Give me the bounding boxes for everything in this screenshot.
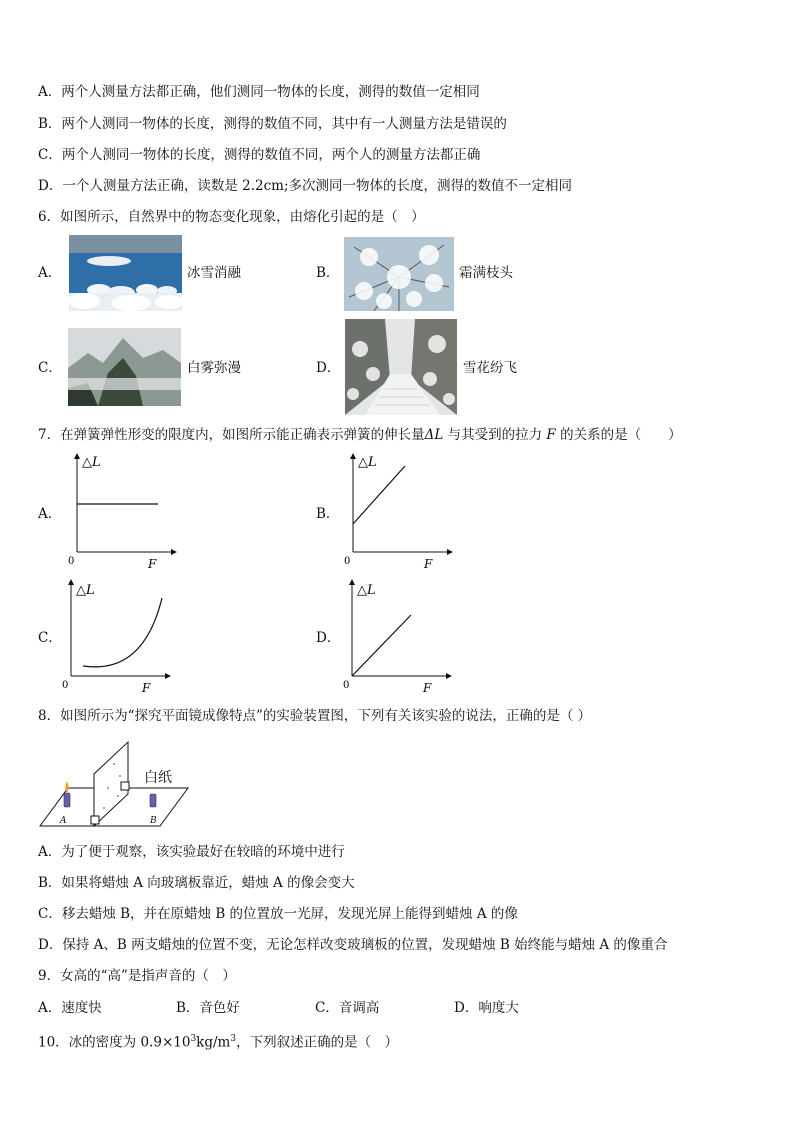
q7-stem-pre: 7．在弹簧弹性形变的限度内，如图所示能正确表示弹簧的伸长量 — [38, 427, 425, 443]
graph-b-y-label: △L — [358, 455, 377, 470]
q7-stem-mid: 与其受到的拉力 — [443, 427, 547, 443]
graph-b-x-label: F — [424, 557, 433, 571]
frost-branch-photo — [344, 237, 454, 311]
graph-c — [56, 578, 176, 698]
q10-exponent-2: 3 — [230, 1034, 237, 1044]
label-candle-b: B — [150, 816, 157, 826]
q5-option-d: D．一个人测量方法正确，读数是 2.2cm;多次测同一物体的长度，测得的数值不一定相同 — [38, 178, 572, 194]
q5-option-a: A．两个人测量方法都正确，他们测同一物体的长度，测得的数值一定相同 — [38, 84, 480, 100]
q6-option-c-caption: 白雾弥漫 — [187, 360, 241, 376]
graph-c-y-label: △L — [76, 583, 95, 598]
q6-option-d-caption: 雪花纷飞 — [463, 360, 517, 376]
graph-b — [338, 452, 458, 574]
graph-d-y-label: △L — [357, 583, 376, 598]
q9-stem: 9．女高的“高”是指声音的（ ） — [38, 968, 236, 984]
snowfall-path-photo — [345, 319, 457, 415]
graph-c-origin: 0 — [62, 680, 69, 691]
q5-option-c: C．两个人测同一物体的长度，测得的数值不同，两个人的测量方法都正确 — [38, 147, 481, 163]
label-candle-a: A — [60, 816, 67, 826]
melting-ice-photo — [69, 235, 182, 311]
graph-d-origin: 0 — [343, 680, 350, 691]
q7-option-c-letter: C． — [38, 630, 62, 646]
q9-option-d: D．响度大 — [454, 1000, 519, 1016]
q6-option-b-caption: 霜满枝头 — [459, 265, 513, 281]
q9-option-b: B．音色好 — [176, 1000, 240, 1016]
q10-stem — [38, 1030, 398, 1052]
q10-stem-pre: 10．冰的密度为 0.9×10 — [38, 1034, 191, 1051]
plane-mirror-apparatus-figure — [38, 738, 198, 830]
q7-option-a-letter: A． — [38, 506, 62, 522]
graph-a-origin: 0 — [68, 556, 75, 567]
mist-mountain-photo — [68, 328, 181, 406]
graph-b-origin: 0 — [344, 556, 351, 567]
graph-b-curve — [353, 466, 405, 524]
q6-option-a-caption: 冰雪消融 — [187, 265, 241, 281]
q7-stem — [38, 426, 682, 444]
q7-option-d-letter: D． — [316, 630, 341, 646]
graph-d — [337, 578, 457, 698]
q8-option-a: A．为了便于观察，该实验最好在较暗的环境中进行 — [38, 844, 345, 860]
q8-option-c: C．移去蜡烛 B，并在原蜡烛 B 的位置放一光屏，发现光屏上能得到蜡烛 A 的像 — [38, 906, 518, 922]
graph-c-x-label: F — [142, 681, 151, 695]
candle-b — [150, 794, 156, 807]
q7-option-b-letter: B． — [316, 506, 340, 522]
q7-stem-delta-l: ΔL — [424, 427, 444, 443]
q8-stem: 8．如图所示为“探究平面镜成像特点”的实验装置图，下列有关该实验的说法，正确的是（ ） — [38, 708, 592, 724]
graph-d-x-label: F — [423, 681, 432, 695]
q6-option-a-letter: A． — [38, 265, 62, 281]
q6-option-b-letter: B． — [316, 265, 340, 281]
plate-stand-bottom — [91, 816, 99, 824]
q10-stem-post: ，下列叙述正确的是（ ） — [236, 1034, 399, 1051]
graph-d-curve — [352, 615, 411, 676]
q7-stem-f: F — [546, 427, 556, 443]
graph-c-curve — [83, 598, 162, 667]
q8-option-b: B．如果将蜡烛 A 向玻璃板靠近，蜡烛 A 的像会变大 — [38, 875, 355, 891]
q7-stem-post: 的关系的是（ ） — [555, 427, 682, 443]
label-white-paper: 白纸 — [144, 770, 172, 786]
q9-option-c: C．音调高 — [315, 1000, 380, 1016]
graph-a-x-label: F — [148, 557, 157, 571]
q6-option-d-letter: D． — [316, 360, 341, 376]
candle-a — [64, 793, 70, 807]
q8-option-d: D．保持 A、B 两支蜡烛的位置不变，无论怎样改变玻璃板的位置，发现蜡烛 B 始终能与蜡烛 A 的像重合 — [38, 937, 668, 953]
plate-stand-top — [121, 782, 129, 790]
q10-unit: kg/m — [196, 1034, 231, 1051]
q6-stem: 6．如图所示，自然界中的物态变化现象，由熔化引起的是（ ） — [38, 209, 425, 225]
graph-a — [62, 452, 182, 574]
q6-option-c-letter: C． — [38, 360, 62, 376]
graph-a-y-label: △L — [82, 455, 101, 470]
q9-option-a: A．速度快 — [38, 1000, 102, 1016]
q5-option-b: B．两个人测同一物体的长度，测得的数值不同，其中有一人测量方法是错误的 — [38, 116, 507, 132]
q10-exponent-1: 3 — [190, 1034, 197, 1044]
